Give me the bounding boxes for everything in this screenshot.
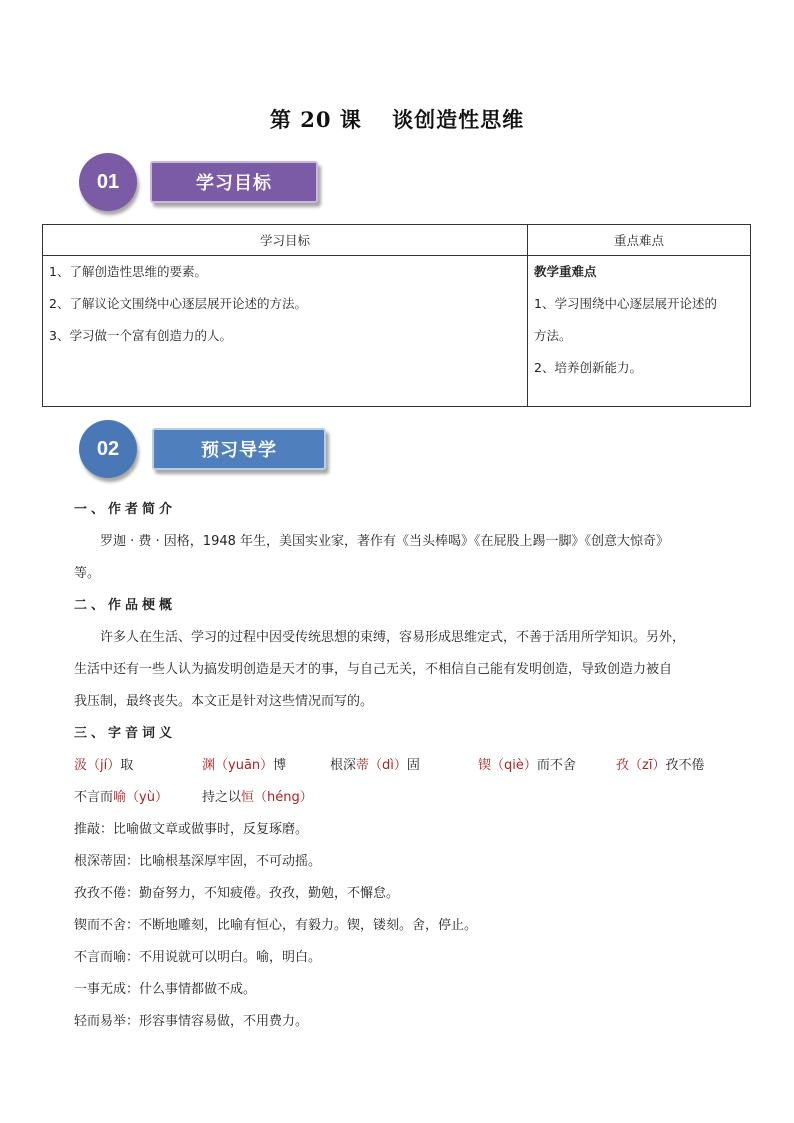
vocab-item: 不言而喻（yù） — [74, 790, 168, 805]
vocab-item: 根深蒂（dì）固 — [330, 758, 420, 773]
definition: 推敲：比喻做文章或做事时，反复琢磨。 — [74, 822, 309, 837]
vocab-item: 渊（yuān）博 — [202, 758, 287, 773]
vocab-item: 孜（zī）孜不倦 — [616, 758, 705, 773]
badge-label: 学习目标 — [150, 161, 318, 203]
table-header-goals: 学习目标 — [43, 225, 528, 256]
keypoint-item: 2、培养创新能力。 — [534, 360, 642, 375]
table-header-keypoints: 重点难点 — [528, 225, 751, 256]
definition: 锲而不舍：不断地雕刻，比喻有恒心，有毅力。锲，镂刻。舍，停止。 — [74, 918, 478, 933]
author-text-cont: 等。 — [74, 566, 101, 581]
definition: 不言而喻：不用说就可以明白。喻，明白。 — [74, 950, 322, 965]
section-heading-summary: 二、作品梗概 — [74, 598, 177, 613]
goals-cell — [43, 256, 528, 407]
author-text: 罗迦 · 费 · 因格，1948 年生，美国实业家，著作有《当头棒喝》《在屁股上踢一脚》《创意大惊奇》 — [100, 534, 670, 549]
keypoints-cell — [528, 256, 751, 407]
preview-content — [74, 494, 724, 1038]
goals-table — [42, 224, 751, 407]
vocab-item: 汲（jí）取 — [74, 758, 134, 773]
section-heading-vocab: 三、字音词义 — [74, 726, 177, 741]
goal-item: 3、学习做一个富有创造力的人。 — [49, 328, 232, 343]
badge-number: 02 — [79, 420, 137, 478]
goal-item: 1、了解创造性思维的要素。 — [49, 264, 207, 279]
badge-number: 01 — [79, 153, 137, 211]
definition: 孜孜不倦：勤奋努力，不知疲倦。孜孜，勤勉，不懈怠。 — [74, 886, 400, 901]
definition: 根深蒂固：比喻根基深厚牢固，不可动摇。 — [74, 854, 322, 869]
vocab-item: 持之以恒（héng） — [202, 790, 313, 805]
keypoint-item: 1、学习围绕中心逐层展开论述的 — [534, 296, 717, 311]
definition: 轻而易举：形容事情容易做，不用费力。 — [74, 1014, 309, 1029]
section-heading-author: 一、作者简介 — [74, 502, 177, 517]
definition: 一事无成：什么事情都做不成。 — [74, 982, 257, 997]
keypoints-title: 教学重难点 — [534, 264, 597, 279]
summary-text: 许多人在生活、学习的过程中因受传统思想的束缚，容易形成思维定式，不善于活用所学知识。另外， — [100, 630, 686, 645]
summary-text-cont: 我压制，最终丧失。本文正是针对这些情况而写的。 — [74, 694, 374, 709]
vocab-item: 锲（qiè）而不舍 — [478, 758, 576, 773]
badge-label: 预习导学 — [152, 428, 326, 470]
summary-text-cont: 生活中还有一些人认为搞发明创造是天才的事，与自己无关，不相信自己能有发明创造，导致创造力被自 — [74, 662, 673, 677]
vocab-row — [74, 782, 724, 814]
goal-item: 2、了解议论文围绕中心逐层展开论述的方法。 — [49, 296, 307, 311]
keypoint-item: 方法。 — [534, 328, 572, 343]
page-title: 第 20 课 谈创造性思维 — [269, 107, 525, 132]
vocab-row — [74, 750, 724, 782]
